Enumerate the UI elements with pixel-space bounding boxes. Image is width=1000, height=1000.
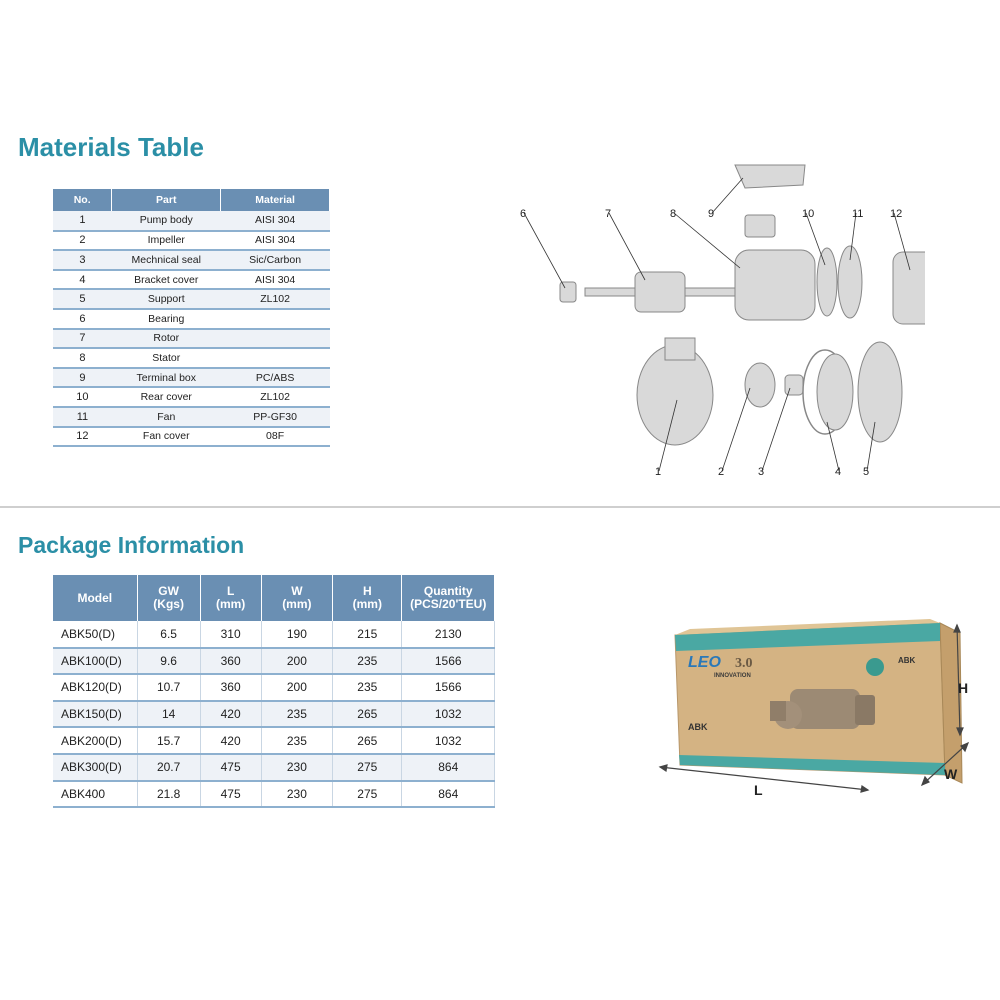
package-header-line1: H [362, 584, 372, 598]
package-cell-gw: 15.7 [137, 727, 200, 754]
package-cell-w: 190 [261, 621, 332, 648]
materials-cell-no: 6 [53, 309, 112, 329]
materials-cell-no: 12 [53, 427, 112, 447]
package-cell-w: 235 [261, 727, 332, 754]
package-header-line2: (Kgs) [153, 597, 184, 611]
package-header-2 [200, 575, 261, 621]
package-row [53, 674, 495, 701]
package-cell-h: 275 [333, 754, 402, 781]
materials-cell-part: Fan [112, 407, 221, 427]
box-version: 3.0 [735, 656, 753, 671]
materials-header-row [53, 189, 330, 211]
materials-cell-no: 2 [53, 231, 112, 251]
materials-row [53, 427, 330, 447]
package-header-line2: (mm) [282, 597, 312, 611]
exploded-pump-diagram [505, 160, 925, 485]
materials-cell-part: Rear cover [112, 387, 221, 407]
materials-cell-no: 3 [53, 250, 112, 270]
package-cell-qty: 1566 [402, 648, 495, 675]
materials-table-title: Materials Table [18, 132, 204, 162]
callout-number-5: 5 [863, 466, 870, 478]
part-fan-cover [893, 252, 925, 324]
materials-cell-no: 5 [53, 289, 112, 309]
package-cell-model: ABK150(D) [53, 701, 137, 728]
package-cell-model: ABK200(D) [53, 727, 137, 754]
callout-number-10: 10 [802, 208, 815, 220]
materials-cell-part: Bracket cover [112, 270, 221, 290]
package-row [53, 621, 495, 648]
package-cell-l: 420 [200, 701, 261, 728]
package-cell-gw: 10.7 [137, 674, 200, 701]
part-rear-cover [817, 248, 837, 316]
callout-leader-2 [722, 388, 750, 471]
package-header-row [53, 575, 495, 621]
part-mechanical-seal [785, 375, 803, 395]
package-header-4 [333, 575, 402, 621]
materials-cell-material: AISI 304 [221, 231, 330, 251]
section-divider [0, 506, 1000, 508]
package-cell-l: 420 [200, 727, 261, 754]
callout-number-3: 3 [758, 466, 765, 478]
materials-cell-part: Terminal box [112, 368, 221, 388]
package-cell-qty: 1032 [402, 701, 495, 728]
callout-number-8: 8 [670, 208, 677, 220]
materials-cell-part: Impeller [112, 231, 221, 251]
part-stator [735, 250, 815, 320]
package-cell-h: 275 [333, 781, 402, 808]
callout-leader-7 [609, 213, 645, 280]
materials-cell-material: PC/ABS [221, 368, 330, 388]
package-cell-model: ABK120(D) [53, 674, 137, 701]
package-row [53, 701, 495, 728]
materials-row [53, 368, 330, 388]
package-cell-w: 200 [261, 648, 332, 675]
materials-cell-part: Fan cover [112, 427, 221, 447]
package-cell-model: ABK300(D) [53, 754, 137, 781]
box-brand-logo: LEO [688, 654, 721, 671]
dimension-l-label: L [754, 782, 763, 798]
package-cell-gw: 9.6 [137, 648, 200, 675]
materials-cell-part: Rotor [112, 329, 221, 349]
part-capacitor [745, 215, 775, 237]
part-impeller [745, 363, 775, 407]
package-row [53, 754, 495, 781]
box-tagline: INNOVATION [714, 673, 751, 679]
materials-cell-material [221, 309, 330, 329]
package-header-line2: (PCS/20'TEU) [410, 597, 487, 611]
package-cell-qty: 1566 [402, 674, 495, 701]
materials-row [53, 348, 330, 368]
package-cell-gw: 6.5 [137, 621, 200, 648]
materials-cell-part: Stator [112, 348, 221, 368]
package-cell-w: 235 [261, 701, 332, 728]
package-cell-model: ABK400 [53, 781, 137, 808]
callout-number-11: 11 [852, 208, 864, 220]
materials-cell-part: Pump body [112, 211, 221, 231]
package-header-line2: (mm) [215, 597, 246, 611]
materials-cell-no: 10 [53, 387, 112, 407]
materials-cell-material [221, 348, 330, 368]
materials-cell-material [221, 329, 330, 349]
header-material: Material [221, 189, 330, 211]
package-information-title: Package Information [18, 532, 245, 558]
package-header-line1: GW [158, 584, 179, 598]
materials-cell-material: AISI 304 [221, 211, 330, 231]
callout-number-12: 12 [890, 208, 903, 220]
materials-cell-no: 1 [53, 211, 112, 231]
part-fan [838, 246, 862, 318]
callout-number-9: 9 [708, 208, 715, 220]
package-header-line1: W [291, 584, 303, 598]
package-row [53, 727, 495, 754]
package-cell-gw: 21.8 [137, 781, 200, 808]
materials-cell-material: ZL102 [221, 289, 330, 309]
package-cell-h: 215 [333, 621, 402, 648]
materials-cell-material: AISI 304 [221, 270, 330, 290]
materials-cell-material: ZL102 [221, 387, 330, 407]
part-rotor [635, 272, 685, 312]
package-cell-h: 265 [333, 701, 402, 728]
materials-cell-part: Bearing [112, 309, 221, 329]
package-cell-h: 265 [333, 727, 402, 754]
dimension-w-label: W [944, 766, 958, 782]
box-side-label: ABK [898, 656, 916, 665]
package-cell-w: 230 [261, 781, 332, 808]
materials-row [53, 407, 330, 427]
part-support [858, 342, 902, 442]
callout-number-4: 4 [835, 466, 842, 478]
callout-leader-6 [524, 213, 565, 288]
materials-cell-material: 08F [221, 427, 330, 447]
materials-table [53, 189, 330, 447]
package-cell-l: 475 [200, 754, 261, 781]
part-bearing [560, 282, 576, 302]
callout-number-6: 6 [520, 208, 527, 220]
materials-cell-part: Support [112, 289, 221, 309]
materials-row [53, 231, 330, 251]
package-header-line2: (mm) [352, 597, 382, 611]
package-cell-l: 475 [200, 781, 261, 808]
part-bracket-cover [817, 354, 853, 430]
dimension-h-label: H [958, 680, 969, 696]
package-cell-qty: 1032 [402, 727, 495, 754]
materials-row [53, 309, 330, 329]
callout-number-2: 2 [718, 466, 725, 478]
package-table [53, 575, 495, 808]
package-cell-model: ABK100(D) [53, 648, 137, 675]
materials-cell-material: Sic/Carbon [221, 250, 330, 270]
package-cell-qty: 2130 [402, 621, 495, 648]
package-cell-h: 235 [333, 648, 402, 675]
package-cell-model: ABK50(D) [53, 621, 137, 648]
package-cell-l: 310 [200, 621, 261, 648]
package-cell-gw: 14 [137, 701, 200, 728]
materials-row [53, 211, 330, 231]
materials-cell-no: 11 [53, 407, 112, 427]
materials-cell-no: 8 [53, 348, 112, 368]
package-cell-qty: 864 [402, 781, 495, 808]
box-badge-icon [866, 658, 884, 676]
package-header-line1: L [226, 584, 235, 598]
part-pump-outlet [665, 338, 695, 360]
header-part: Part [112, 189, 221, 211]
box-product-name: ABK [688, 722, 708, 732]
callout-number-1: 1 [655, 466, 662, 478]
package-header-line1: Model [77, 590, 113, 605]
materials-cell-material: PP-GF30 [221, 407, 330, 427]
materials-row [53, 289, 330, 309]
materials-row [53, 329, 330, 349]
callout-number-7: 7 [605, 208, 612, 220]
materials-cell-no: 9 [53, 368, 112, 388]
package-cell-l: 360 [200, 674, 261, 701]
package-cell-h: 235 [333, 674, 402, 701]
package-row [53, 648, 495, 675]
materials-cell-no: 7 [53, 329, 112, 349]
materials-row [53, 270, 330, 290]
package-header-0 [53, 575, 137, 621]
package-cell-w: 230 [261, 754, 332, 781]
package-cell-qty: 864 [402, 754, 495, 781]
package-row [53, 781, 495, 808]
package-header-5 [402, 575, 495, 621]
callout-leader-9 [712, 178, 743, 213]
part-terminal-box [735, 165, 805, 188]
package-cell-l: 360 [200, 648, 261, 675]
header-no: No. [53, 189, 112, 211]
callout-leader-8 [674, 213, 740, 268]
package-header-line1: Quantity [423, 584, 473, 598]
package-cell-w: 200 [261, 674, 332, 701]
package-header-3 [261, 575, 332, 621]
shipping-box-illustration [650, 615, 980, 805]
materials-cell-no: 4 [53, 270, 112, 290]
materials-row [53, 387, 330, 407]
materials-row [53, 250, 330, 270]
package-cell-gw: 20.7 [137, 754, 200, 781]
materials-cell-part: Mechnical seal [112, 250, 221, 270]
package-header-1 [137, 575, 200, 621]
